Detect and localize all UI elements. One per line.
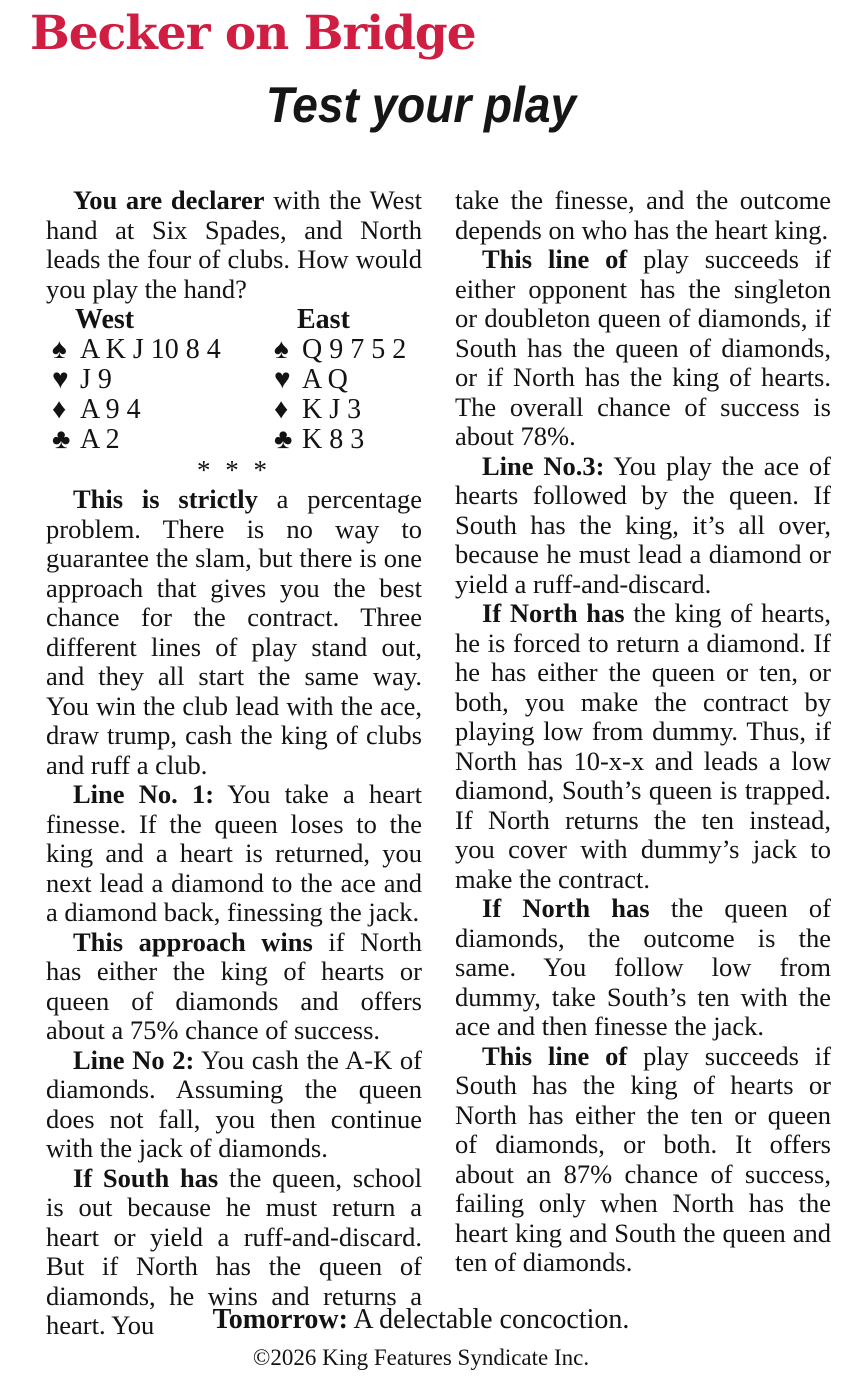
tomorrow-teaser xyxy=(0,1303,842,1337)
heart-icon: ♥ xyxy=(52,364,69,395)
paragraph-text: play succeeds if either opponent has the singleton or doubleton queen of diamonds, if South has the queen of diamonds, or if North has the king of hearts. The overall chance of success is about 78%. xyxy=(455,244,831,451)
paragraph-lead: Line No.3: xyxy=(482,450,605,481)
deal-diagram xyxy=(52,305,422,455)
east-hearts-cards: A Q xyxy=(302,364,348,395)
west-clubs-row xyxy=(52,425,274,455)
paragraph-text: the queen of diamonds, the outcome is the same. You follow low from dummy, take South’s ten with the ace and then finesse the jack. xyxy=(455,893,831,1041)
paragraph xyxy=(455,452,831,600)
club-icon: ♣ xyxy=(274,424,293,455)
paragraph xyxy=(455,894,831,1042)
paragraph-lead: This line of xyxy=(482,1040,628,1071)
paragraph xyxy=(455,245,831,452)
column-right xyxy=(455,186,831,1341)
column-left xyxy=(46,186,422,1341)
copyright-line: ©2026 King Features Syndicate Inc. xyxy=(252,1345,590,1370)
club-icon: ♣ xyxy=(52,424,71,455)
paragraph-lead: Line No 2: xyxy=(73,1044,195,1075)
paragraph-text: You take a heart finesse. If the queen loses to the king and a heart is returned, you next lead a diamond to the ace and a diamond back, finessing the jack. xyxy=(46,779,422,927)
east-hand xyxy=(274,305,422,455)
intro-paragraph xyxy=(46,186,422,304)
east-hearts-row xyxy=(274,365,422,395)
column-masthead-title: Becker on Bridge xyxy=(30,6,476,61)
heart-icon: ♥ xyxy=(274,364,291,395)
paragraph-lead: If North has xyxy=(482,893,650,923)
paragraph-lead: This approach wins xyxy=(73,926,313,957)
paragraph xyxy=(46,780,422,928)
article-subtitle: Test your play xyxy=(265,77,577,133)
paragraph-text: if North has either the king of hearts or queen of diamonds and offers about a 75% chance of success. xyxy=(46,926,423,1045)
paragraph xyxy=(46,485,422,780)
east-spades-row xyxy=(274,335,422,365)
paragraph xyxy=(455,599,831,894)
paragraph xyxy=(46,928,422,1046)
east-clubs-row xyxy=(274,425,422,455)
west-clubs-cards: A 2 xyxy=(80,424,120,455)
west-diamonds-row xyxy=(52,395,274,425)
paragraph-text: You play the ace of hearts followed by the queen. If South has the king, it’s all over, because he must lead a diamond or yield a ruff-and-discard. xyxy=(455,450,831,599)
paragraph xyxy=(455,1042,831,1278)
paragraph-text: take the finesse, and the outcome depends on who has the heart king. xyxy=(455,185,831,245)
tomorrow-label: Tomorrow: xyxy=(212,1304,348,1335)
west-spades-cards: A K J 10 8 4 xyxy=(80,334,221,365)
west-hearts-cards: J 9 xyxy=(80,364,112,395)
diamond-icon: ♦ xyxy=(274,394,289,425)
section-separator: * * * xyxy=(197,455,271,485)
article-body xyxy=(46,186,832,1341)
east-hand-label: East xyxy=(297,304,350,335)
west-hearts-row xyxy=(52,365,274,395)
paragraph-lead: This line of xyxy=(482,244,628,274)
paragraph-text: the queen, school is out because he must return a heart or yield a ruff-and-discard. But if North has the queen of diamonds, he wins and returns a heart. You xyxy=(46,1162,422,1340)
diamond-icon: ♦ xyxy=(52,394,67,425)
continuation-paragraph xyxy=(455,186,831,245)
spade-icon: ♠ xyxy=(52,334,67,365)
east-clubs-cards: K 8 3 xyxy=(302,424,365,455)
paragraph-lead: Line No. 1: xyxy=(73,779,215,809)
west-hand xyxy=(52,305,274,455)
paragraph-text: a percentage problem. There is no way to guarantee the slam, but there is one approach that gives you the best chance for the contract. Three different lines of play stand out, and they all start the same way. You win the club lead with the ace, draw trump, cash the king of clubs and ruff a club. xyxy=(46,484,422,780)
spade-icon: ♠ xyxy=(274,334,289,365)
paragraph-lead: You are declarer xyxy=(73,185,265,215)
paragraph-text: You cash the A-K of diamonds. Assuming the queen does not fall, you then continue with the jack of diamonds. xyxy=(46,1044,422,1163)
paragraph-text: play succeeds if South has the king of hearts or North has either the ten or queen of diamonds, or both. It offers about an 87% chance of success, failing only when North has the heart king and South the queen and ten of diamonds. xyxy=(455,1040,831,1277)
paragraph-text: the king of hearts, he is forced to return a diamond. If he has either the queen or ten, or both, you make the contract by playing low from dummy. Thus, if North has 10-x-x and leads a low diamond, South’s queen is trapped. If North returns the ten instead, you cover with dummy’s jack to make the contract. xyxy=(455,598,831,894)
paragraph-lead: If North has xyxy=(482,598,625,628)
west-hand-label: West xyxy=(75,304,135,335)
paragraph-text: with the West hand at Six Spades, and North leads the four of clubs. How would you play the hand? xyxy=(46,185,422,304)
paragraph-lead: This is strictly xyxy=(73,484,258,514)
east-diamonds-row xyxy=(274,395,422,425)
east-diamonds-cards: K J 3 xyxy=(302,394,362,425)
tomorrow-text: A delectable concoction. xyxy=(347,1304,630,1335)
paragraph-lead: If South has xyxy=(73,1162,219,1193)
east-spades-cards: Q 9 7 5 2 xyxy=(302,334,407,365)
west-spades-row xyxy=(52,335,274,365)
paragraph xyxy=(46,1046,422,1164)
west-diamonds-cards: A 9 4 xyxy=(80,394,141,425)
